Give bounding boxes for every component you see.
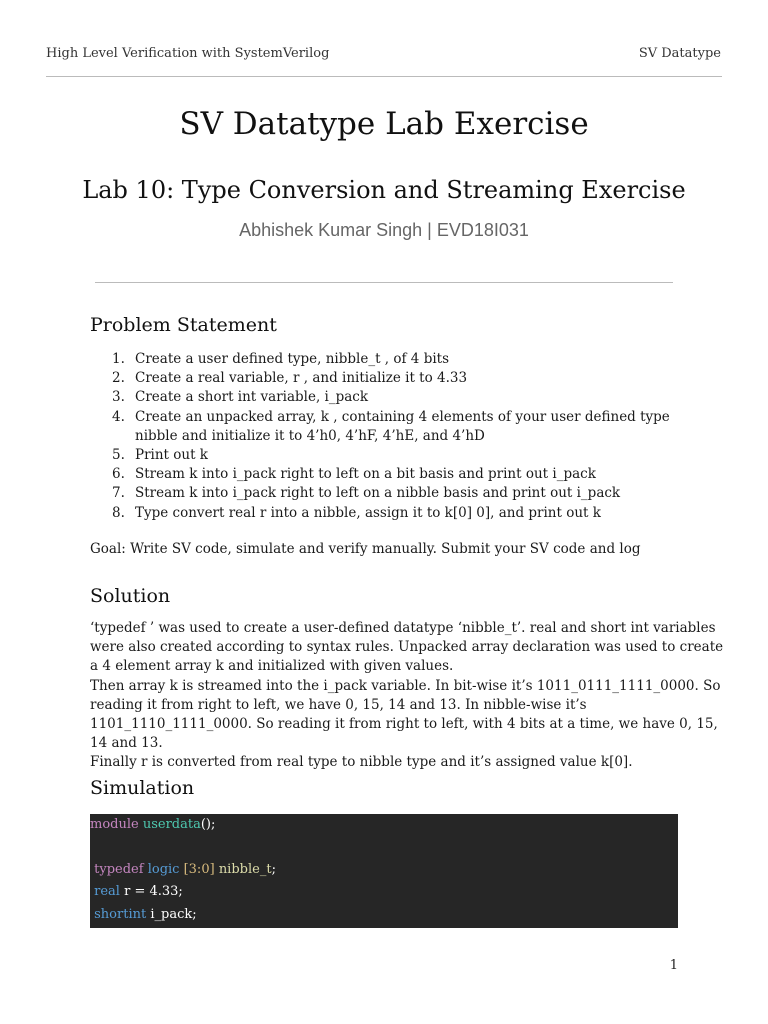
simulation-heading: Simulation <box>90 777 195 799</box>
list-number: 2. <box>112 370 125 387</box>
document-subtitle: Lab 10: Type Conversion and Streaming Exercise <box>82 176 686 204</box>
list-text: Create an unpacked array, k , containing 4 elements of your user defined type nibble and initialize it to 4’h0, 4’hF, 4’hE, and 4’hD <box>135 408 670 444</box>
list-item <box>112 465 672 484</box>
running-header-title: High Level Verification with SystemVerilog <box>46 46 330 61</box>
problem-list <box>112 350 672 523</box>
list-number: 7. <box>112 485 125 502</box>
code-line: module userdata(); <box>90 817 216 832</box>
solution-paragraph: Then array k is streamed into the i_pack variable. In bit-wise it’s 1011_0111_1111_0000. So reading it from right to left, we have 0, 15, 14 and 13. In nibble-wise it’s 1101_1110_1111_0000. So reading it from right to left, with 4 bits at a time, we have 0, 15, 14 and 13. <box>90 677 721 752</box>
problem-statement-heading: Problem Statement <box>90 314 277 336</box>
title-divider <box>95 282 673 283</box>
goal-text: Goal: Write SV code, simulate and verify manually. Submit your SV code and log <box>90 541 641 557</box>
list-item <box>112 369 672 388</box>
list-number: 4. <box>112 408 125 425</box>
list-text: Type convert real r into a nibble, assign it to k[0] 0], and print out k <box>135 504 601 521</box>
author-line: Abhishek Kumar Singh | EVD18I031 <box>239 220 529 240</box>
document-title: SV Datatype Lab Exercise <box>179 106 589 142</box>
page-number: 1 <box>669 958 678 973</box>
list-number: 1. <box>112 351 125 367</box>
list-number: 8. <box>112 504 125 521</box>
solution-paragraph: ‘typedef ’ was used to create a user-defined datatype ‘nibble_t’. real and short int variables were also created according to syntax rules. Unpacked array declaration was used to create a 4 element array k and initialized with given values. <box>90 620 724 675</box>
list-item <box>112 504 672 523</box>
solution-paragraph: Finally r is converted from real type to nibble type and it’s assigned value k[0]. <box>90 754 633 771</box>
list-item <box>112 388 672 407</box>
list-item <box>112 408 672 446</box>
list-text: Print out k <box>135 447 208 464</box>
code-line: real r = 4.33; <box>94 884 183 900</box>
solution-heading: Solution <box>90 585 171 607</box>
list-text: Stream k into i_pack right to left on a nibble basis and print out i_pack <box>135 485 621 502</box>
list-text: Create a user defined type, nibble_t , of 4 bits <box>135 351 450 367</box>
solution-body <box>90 619 730 773</box>
header-divider <box>46 76 722 77</box>
list-item <box>112 484 672 503</box>
list-text: Stream k into i_pack right to left on a bit basis and print out i_pack <box>135 466 596 483</box>
running-header-section: SV Datatype <box>638 46 721 61</box>
list-number: 6. <box>112 466 125 483</box>
list-number: 3. <box>112 389 125 406</box>
list-number: 5. <box>112 447 125 464</box>
code-line-blank <box>90 836 678 858</box>
list-text: Create a real variable, r , and initialize it to 4.33 <box>135 370 468 387</box>
code-line: typedef logic [3:0] nibble_t; <box>94 861 276 877</box>
list-text: Create a short int variable, i_pack <box>135 389 369 406</box>
code-line: shortint i_pack; <box>94 906 197 922</box>
list-item <box>112 446 672 465</box>
list-item <box>112 350 672 369</box>
code-block <box>90 814 678 928</box>
